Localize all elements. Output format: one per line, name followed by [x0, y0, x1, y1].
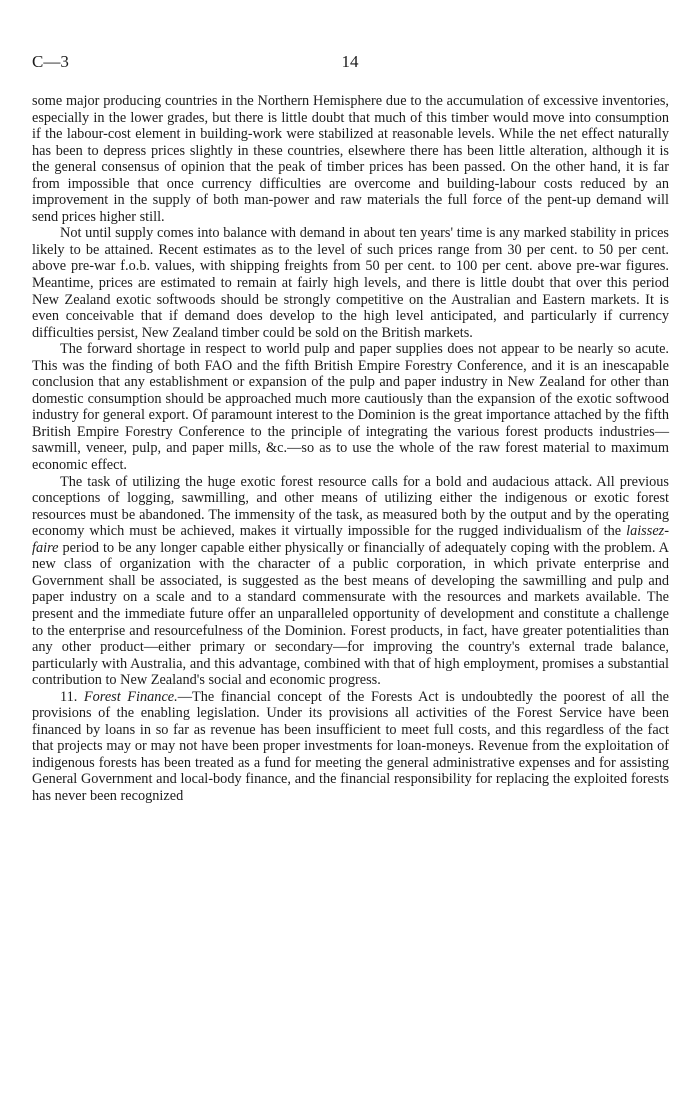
paragraph-continued: some major producing countries in the Northern Hemisphere due to the accumulation of excessive inventories, especially in the lower grades, but there is little doubt that much of this timber would move into consumption if the labour-cost element in building-work were stabilized at reasonable levels. While the net effect naturally has been to depress prices slightly in these countries, elsewhere there has been little alteration, although it is the general consensus of opinion that the peak of timber prices has been passed. On the other hand, it is far from impossible that once currency difficulties are overcome and building-labour costs reduced by an improvement in the supply of both man-power and raw materials the full force of the pent-up demand will send prices higher still. [32, 93, 669, 225]
page-header [32, 52, 668, 72]
section-number: 11. [60, 688, 84, 705]
paragraph-utilization-task [32, 474, 669, 689]
paragraph-forest-finance [32, 689, 669, 805]
paragraph-text: period to be any longer capable either physically or financially of adequately coping with the problem. A new class of organization with the character of a public corporation, in which private enterprise and Government shall be associated, is suggested as the best means of developing the sawmilling and pulp and paper industry on a scale and to a standard commensurate with the resources and markets available. The present and the immediate future offer an unparalleled opportunity of development and constitute a challenge to the enterprise and resourcefulness of the Dominion. Forest products, in fact, have greater potentialities than any other product—either primary or secondary—for improving the country's external trade balance, particularly with Australia, and this advantage, combined with that of high employment, promises a substantial contribution to New Zealand's social and economic progress. [32, 539, 669, 689]
document-reference: C—3 [32, 52, 69, 71]
body-text [32, 93, 669, 805]
section-heading: Forest Finance. [83, 688, 178, 705]
paragraph-text: The task of utilizing the huge exotic forest resource calls for a bold and audacious attack. All previous conceptions of logging, sawmilling, and other means of utilizing either the indigenous or exotic forest resources must be abandoned. The immensity of the task, as measured both by the output and by the operating economy which must be achieved, makes it virtually impossible for the rugged individualism of the [32, 473, 669, 540]
paragraph-pulp-paper: The forward shortage in respect to world pulp and paper supplies does not appear to be nearly so acute. This was the finding of both FAO and the fifth British Empire Forestry Conference, and it is an inescapable conclusion that any establishment or expansion of the pulp and paper industry in New Zealand for other than domestic consumption should be approached much more cautiously than the expansion of the exotic softwood industry for general export. Of paramount interest to the Dominion is the great importance attached by the fifth British Empire Forestry Conference to the principle of integrating the various forest products industries—sawmill, veneer, pulp, and paper mills, &c.—so as to use the whole of the raw forest material to maximum economic effect. [32, 341, 669, 474]
paragraph-price-stability: Not until supply comes into balance with demand in about ten years' time is any marked stability in prices likely to be attained. Recent estimates as to the level of such prices range from 30 per cent. to 50 per cent. above pre-war f.o.b. values, with shipping freights from 50 per cent. to 100 per cent. above pre-war figures. Meantime, prices are estimated to remain at fairly high levels, and there is little doubt that over this period New Zealand exotic softwoods should be strongly competitive on the Australian and Eastern markets. It is even conceivable that if demand does develop to the high level anticipated, and particularly if currency difficulties persist, New Zealand timber could be sold on the British markets. [32, 225, 669, 341]
italic-term: laissez-faire [32, 523, 669, 556]
page-number: 14 [341, 52, 359, 71]
paragraph-text: —The financial concept of the Forests Act is undoubtedly the poorest of all the provisions of the enabling legislation. Under its provisions all activities of the Forest Service have been financed by loans in so far as revenue has been insufficient to meet full costs, and this regardless of the fact that projects may or may not have been proper investments for loan-moneys. Revenue from the exploitation of indigenous forests has been treated as a fund for meeting the general administrative expenses and for assisting General Government and local-body finance, and the financial responsibility for replacing the exploited forests has never been recognized [32, 688, 669, 804]
